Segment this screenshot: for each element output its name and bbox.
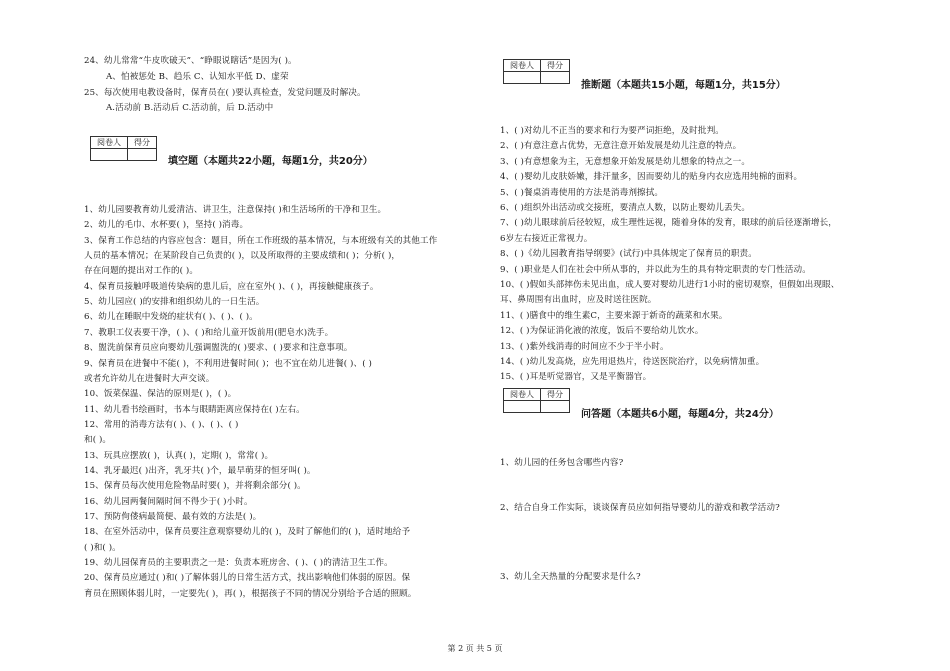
question-line: 和( )。 — [84, 435, 112, 445]
score-cell[interactable] — [541, 401, 570, 413]
question-line: 17、预防佝偻病最简便、最有效的方法是( )。 — [84, 512, 262, 522]
question-line: 8、盥洗前保育员应向婴幼儿强调盥洗的( )要求、( )要求和注意事项。 — [84, 343, 353, 353]
score-label: 得分 — [541, 60, 570, 72]
question-line: 人员的基本情况；在某阶段自己负责的( )，以及所取得的主要成绩和( )；分析( )， — [84, 251, 401, 261]
question-line: 9、( )职业是人们在社会中所从事的，并以此为生的具有特定职责的专门性活动。 — [500, 265, 811, 275]
fill-score-box — [90, 136, 157, 161]
question-line: 6、幼儿在睡眠中发烧的症状有( )、( )、( )。 — [84, 312, 258, 322]
question-line: 10、( )假如头部摔伤未见出血，成人要对婴幼儿进行1小时的密切观察，但假如出现眼、 — [500, 280, 840, 290]
question-line: 1、( )对幼儿不正当的要求和行为要严词拒绝，及时批判。 — [500, 126, 724, 136]
question-line: 8、( )《幼儿园教育指导纲要》(试行)中具体规定了保育员的职责。 — [500, 249, 757, 259]
question-line: 19、幼儿园保育员的主要职责之一是：负责本班房舍、( )、( )的清洁卫生工作。 — [84, 558, 393, 568]
question-line: 2、( )有意注意占优势，无意注意开始发展是幼儿注意的特点。 — [500, 141, 742, 151]
question-line: 14、( )幼儿发高烧，应先用退热片，待送医院治疗，以免病情加重。 — [500, 357, 765, 367]
question-line: 2、幼儿的毛巾、水杯要( )，坚持( )消毒。 — [84, 220, 249, 230]
score-label: 得分 — [128, 137, 157, 149]
reviewer-label: 阅卷人 — [504, 60, 541, 72]
score-cell[interactable] — [128, 149, 157, 161]
judge-score-box — [503, 59, 570, 84]
qa-score-box — [503, 388, 570, 413]
judge-section-title: 推断题（本题共15小题，每题1分，共15分） — [581, 80, 786, 91]
fill-section-title: 填空题（本题共22小题，每题1分，共20分） — [168, 156, 373, 167]
score-cell[interactable] — [541, 72, 570, 84]
question-line: 10、饭菜保温、保洁的原则是( )，( )。 — [84, 389, 237, 399]
qa-section-title: 问答题（本题共6小题，每题4分，共24分） — [581, 409, 779, 420]
question-line: 9、保育员在进餐中不能( )，不利用进餐时间( )；也不宜在幼儿进餐( )、( ) — [84, 359, 372, 369]
question-line: 3、保育工作总结的内容应包含：题目，所在工作班级的基本情况，与本班级有关的其他工作 — [84, 236, 438, 246]
question-line: 13、( )紫外线消毒的时间应不少于半小时。 — [500, 342, 669, 352]
question-line: 4、( )婴幼儿皮肤娇嫩，排汗量多，因而要幼儿的贴身内衣应选用纯棉的面料。 — [500, 172, 803, 182]
reviewer-cell[interactable] — [504, 401, 541, 413]
question-line: 24、幼儿常常“牛皮吹破天”、“睁眼说瞎话”是因为( )。 — [84, 56, 297, 66]
question-line: 6岁左右接近正常视力。 — [500, 234, 593, 244]
question-line: ( )和( )。 — [84, 543, 121, 553]
question-line: 1、幼儿园要教育幼儿爱清洁、讲卫生，注意保持( )和生活场所的干净和卫生。 — [84, 205, 387, 215]
question-line: 25、每次使用电教设备时，保育员在( )要认真检查，发觉问题及时解决。 — [84, 88, 366, 98]
question-line: 2、结合自身工作实际，谈谈保育员应如何指导婴幼儿的游戏和教学活动? — [500, 503, 780, 513]
question-line: 7、( )幼儿眼球前后径较短，成生理性远视，随着身体的发育，眼球的前后径逐渐增长， — [500, 218, 837, 228]
question-line: 11、幼儿看书绘画时，书本与眼睛距离应保持在( )左右。 — [84, 405, 305, 415]
question-line: 18、在室外活动中，保育员要注意观察婴幼儿的( )，及时了解他们的( )，适时地给予 — [84, 527, 411, 537]
reviewer-label: 阅卷人 — [504, 389, 541, 401]
question-line: 14、乳牙最迟( )出齐，乳牙共( )个，最早萌芽的恒牙叫( )。 — [84, 466, 316, 476]
question-line: 12、( )为保证消化液的浓度，饭后不要给幼儿饮水。 — [500, 326, 704, 336]
page-footer: 第 2 页 共 5 页 — [447, 644, 503, 653]
question-line: 15、保育员每次使用危险物品时要( )，并将剩余部分( )。 — [84, 481, 306, 491]
question-line: 7、教职工仪表要干净，( )、( )和给儿童开饭前用(肥皂水)洗手。 — [84, 328, 334, 338]
question-line: 5、( )餐桌消毒使用的方法是消毒剂擦拭。 — [500, 188, 664, 198]
question-line: 存在问题的提出对工作的( )。 — [84, 266, 199, 276]
reviewer-label: 阅卷人 — [91, 137, 128, 149]
question-line: 3、( )有意想象为主，无意想象开始发展是幼儿想象的特点之一。 — [500, 157, 751, 167]
question-line: A.活动前 B.活动后 C.活动前，后 D.活动中 — [106, 103, 274, 113]
question-line: 6、( )组织外出活动或交接班，要清点人数，以防止婴幼儿丢失。 — [500, 203, 751, 213]
question-line: 15、( )耳是听觉器官，又是平衡器官。 — [500, 372, 652, 382]
question-line: 1、幼儿园的任务包含哪些内容? — [500, 458, 624, 468]
question-line: 13、玩具应摆放( )，认真( )，定期( )，常常( )。 — [84, 451, 274, 461]
question-line: 4、保育员接触呼吸道传染病的患儿后，应在室外( )、( )，再接触健康孩子。 — [84, 282, 379, 292]
question-line: 育员在照顾体弱儿时，一定要先( )，再( )，根据孩子不同的情况分别给予合适的照顾。 — [84, 589, 417, 599]
question-line: 16、幼儿园两餐间隔时间不得少于( )小时。 — [84, 497, 253, 507]
question-line: 20、保育员应通过( )和( )了解体弱儿的日常生活方式，找出影响他们体弱的原因。保 — [84, 573, 411, 583]
reviewer-cell[interactable] — [504, 72, 541, 84]
question-line: 3、幼儿全天热量的分配要求是什么? — [500, 572, 641, 582]
question-line: 12、常用的消毒方法有( )、( )、( )、( ) — [84, 420, 239, 430]
reviewer-cell[interactable] — [91, 149, 128, 161]
question-line: 5、幼儿园应( )的安排和组织幼儿的一日生活。 — [84, 297, 265, 307]
question-line: 耳、鼻周围有出血时，应及时送往医院。 — [500, 295, 657, 305]
score-label: 得分 — [541, 389, 570, 401]
question-line: 或者允许幼儿在进餐时大声交谈。 — [84, 374, 215, 384]
question-line: 11、( )膳食中的维生素C，主要来源于新奇的蔬菜和水果。 — [500, 311, 728, 321]
question-line: A、怕被惩处 B、趋乐 C、认知水平低 D、虚荣 — [106, 72, 289, 82]
